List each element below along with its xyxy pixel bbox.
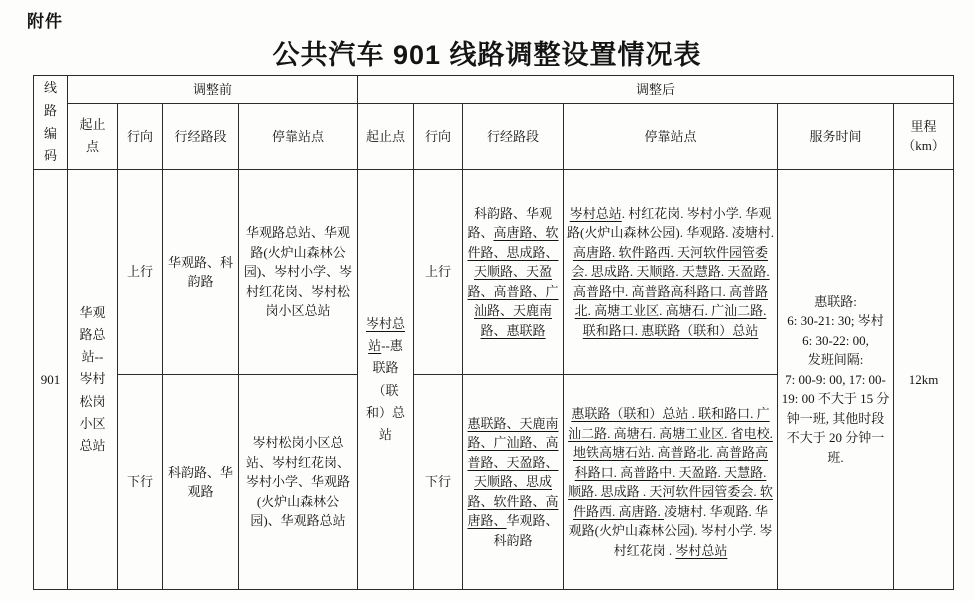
header-before-origin: 起止点	[68, 103, 118, 169]
before-origin-text: 华观路总站--岑村松岗小区总站	[79, 305, 106, 453]
header-route-code-label: 线路编码	[43, 80, 57, 164]
cell-before-up-sections: 华观路、科韵路	[163, 170, 239, 375]
cell-service-time: 惠联路: 6: 30-21: 30; 岑村 6: 30-22: 00, 发班间隔: 7: 00-9: 00, 17: 00-19: 00 不大于 15 分钟一班, 其他时段不大于 20 分钟一班.	[778, 170, 894, 590]
cell-before-down-direction: 下行	[118, 375, 163, 590]
cell-after-down-direction: 下行	[414, 375, 463, 590]
cell-after-up-direction: 上行	[414, 170, 463, 375]
after-origin-text: 岑村总站--惠联路（联和）总站	[366, 316, 406, 442]
header-after-sections: 行经路段	[463, 103, 564, 169]
header-service-time: 服务时间	[778, 103, 894, 169]
header-before-direction: 行向	[118, 103, 163, 169]
cell-before-up-direction: 上行	[118, 170, 163, 375]
page-title: 公共汽车 901 线路调整设置情况表	[272, 40, 702, 70]
header-mileage	[894, 103, 954, 169]
cell-after-up-sections: 科韵路、华观路、高唐路、软件路、思成路、天顺路、天盈路、高普路、广汕路、天鹿南路、惠联路	[463, 170, 564, 375]
cell-before-down-sections: 科韵路、华观路	[163, 375, 239, 590]
cell-after-origin	[358, 170, 414, 590]
header-before-group: 调整前	[68, 76, 358, 104]
header-mileage-label: 里程	[910, 118, 937, 134]
cell-after-down-sections: 惠联路、天鹿南路、广汕路、高普路、天盈路、天顺路、思成路、软件路、高唐路、华观路、科韵路	[463, 375, 564, 590]
header-after-stops: 停靠站点	[564, 103, 778, 169]
header-after-origin: 起止点	[358, 103, 414, 169]
header-mileage-unit: （km）	[902, 138, 945, 154]
cell-mileage: 12km	[894, 170, 954, 590]
header-before-sections: 行经路段	[163, 103, 239, 169]
cell-route-code: 901	[34, 170, 68, 590]
cell-after-up-stops: 岑村总站. 村红花岗. 岑村小学. 华观路(火炉山森林公园). 华观路. 凌塘村. 高唐路. 软件路西. 天河软件园管委会. 思成路. 天顺路. 天慧路. 天盈路. 高普路中. 高普路高科路口. 高普路北. 高塘工业区. 高塘石. 广汕二路. 联和路口. 惠联路（联和）总站	[564, 170, 778, 375]
cell-before-down-stops: 岑村松岗小区总站、岑村红花岗、岑村小学、华观路(火炉山森林公园)、华观路总站	[239, 375, 358, 590]
header-before-stops: 停靠站点	[239, 103, 358, 169]
header-after-group: 调整后	[358, 76, 954, 104]
header-route-code	[34, 76, 68, 170]
route-adjustment-table	[33, 75, 954, 590]
cell-before-origin	[68, 170, 118, 590]
attachment-label: 附件	[27, 12, 63, 31]
header-after-direction: 行向	[414, 103, 463, 169]
cell-before-up-stops: 华观路总站、华观路(火炉山森林公园)、岑村小学、岑村红花岗、岑村松岗小区总站	[239, 170, 358, 375]
cell-after-down-stops: 惠联路（联和）总站 . 联和路口. 广汕二路. 高塘石. 高塘工业区. 省电校. 地铁高塘石站. 高普路北. 高普路高科路口. 高普路中. 天盈路. 天慧路. 顺路. 思成路 . 天河软件园管委会. 软件路西. 高唐路. 凌塘村. 华观路. 华观路(火炉山森林公园). 岑村小学. 岑村红花岗 . 岑村总站	[564, 375, 778, 590]
